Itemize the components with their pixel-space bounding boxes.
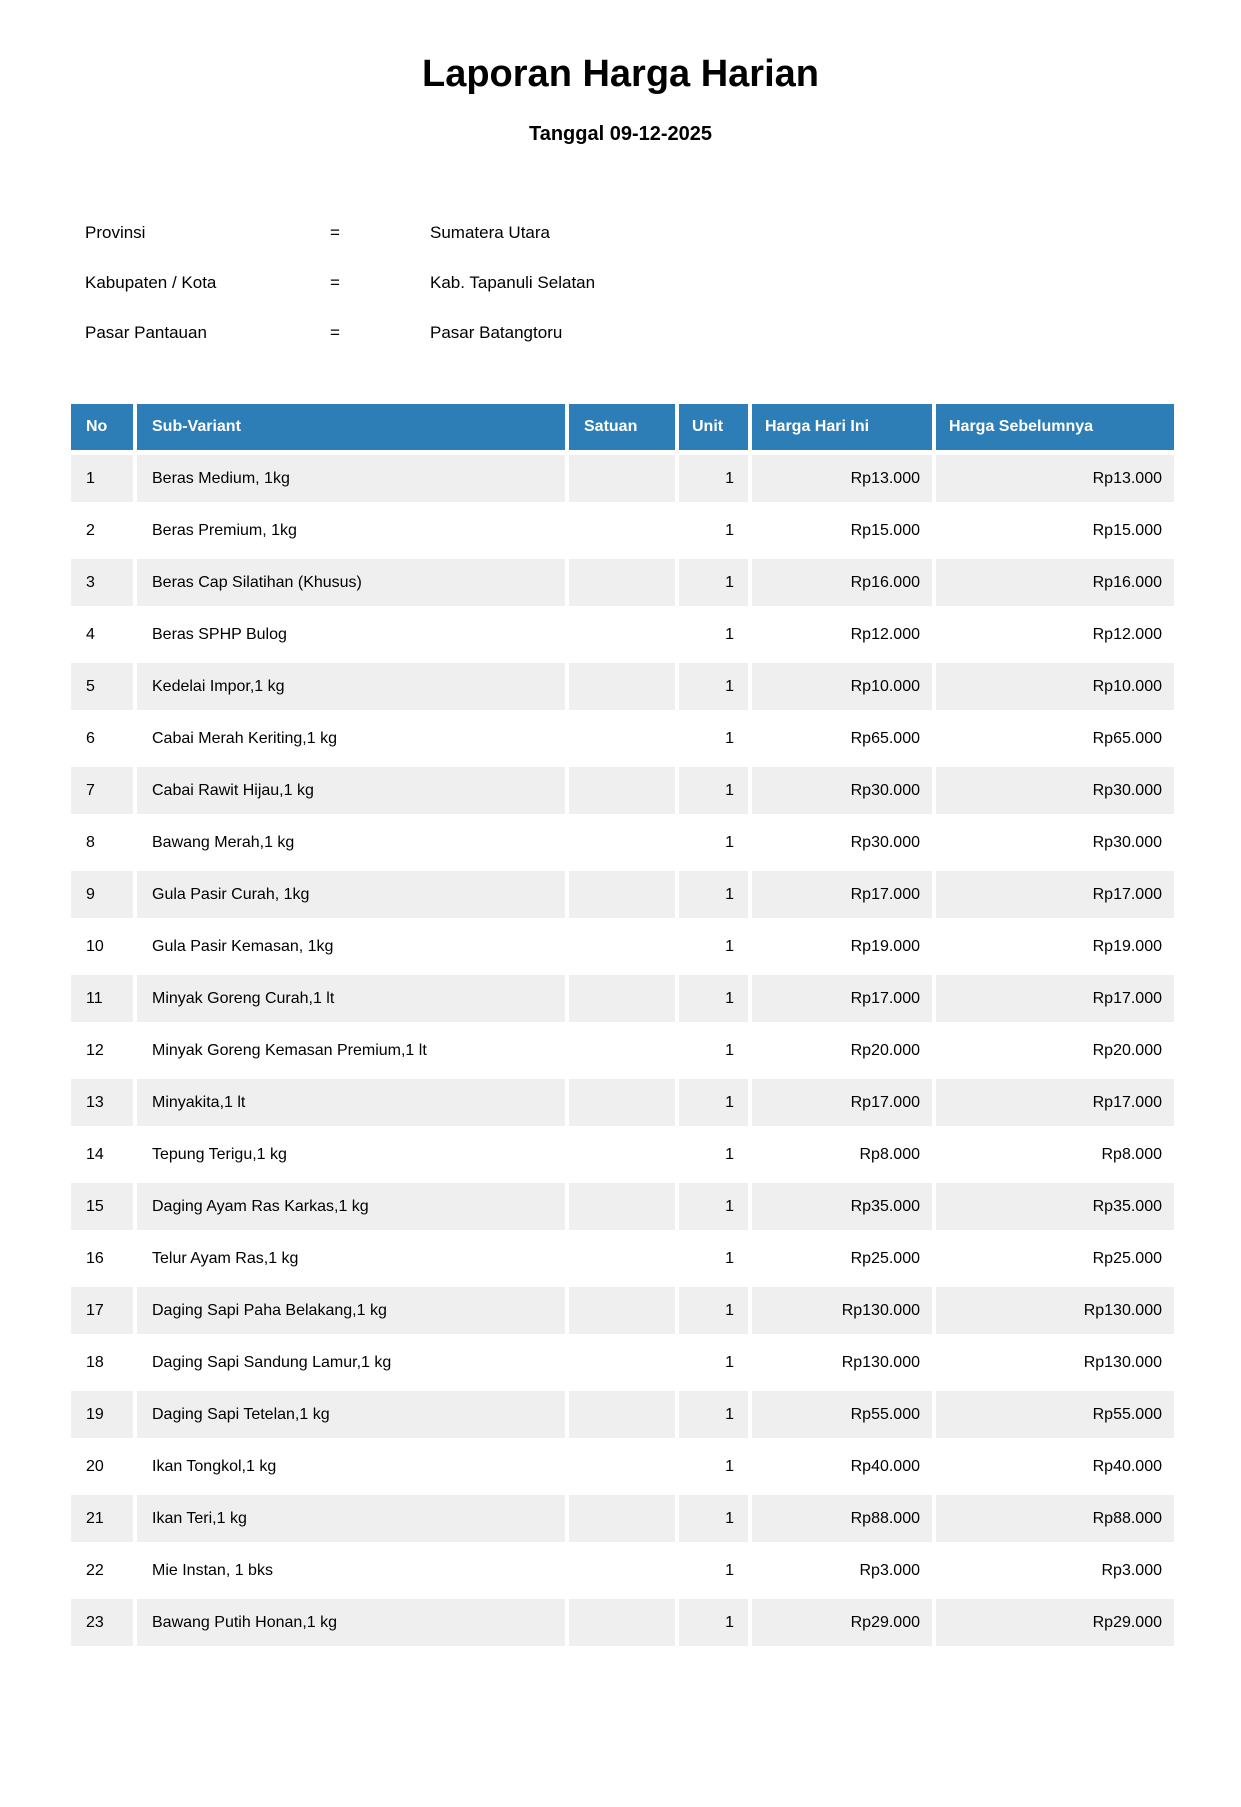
table-row — [71, 1339, 1174, 1386]
cell-harga-sebelumnya: Rp10.000 — [936, 663, 1174, 710]
table-row — [71, 559, 1174, 606]
cell-unit: 1 — [679, 1235, 748, 1282]
cell-sub-variant: Bawang Putih Honan,1 kg — [137, 1599, 565, 1646]
cell-harga-hari-ini: Rp19.000 — [752, 923, 932, 970]
cell-no: 14 — [71, 1131, 133, 1178]
cell-harga-sebelumnya: Rp16.000 — [936, 559, 1174, 606]
cell-no: 11 — [71, 975, 133, 1022]
cell-harga-sebelumnya: Rp130.000 — [936, 1339, 1174, 1386]
cell-harga-sebelumnya: Rp88.000 — [936, 1495, 1174, 1542]
page-title: Laporan Harga Harian — [422, 53, 819, 95]
cell-harga-sebelumnya: Rp20.000 — [936, 1027, 1174, 1074]
cell-unit: 1 — [679, 1391, 748, 1438]
cell-satuan — [569, 819, 675, 866]
cell-unit: 1 — [679, 1027, 748, 1074]
cell-sub-variant: Minyakita,1 lt — [137, 1079, 565, 1126]
table-row — [71, 1495, 1174, 1542]
cell-satuan — [569, 1443, 675, 1490]
cell-unit: 1 — [679, 871, 748, 918]
cell-harga-hari-ini: Rp8.000 — [752, 1131, 932, 1178]
price-table — [71, 404, 1174, 1646]
cell-harga-hari-ini: Rp25.000 — [752, 1235, 932, 1282]
cell-satuan — [569, 1391, 675, 1438]
table-header — [71, 404, 1174, 450]
cell-unit: 1 — [679, 507, 748, 554]
table-body — [71, 455, 1174, 1646]
cell-harga-hari-ini: Rp16.000 — [752, 559, 932, 606]
cell-harga-hari-ini: Rp12.000 — [752, 611, 932, 658]
cell-unit: 1 — [679, 1183, 748, 1230]
cell-no: 7 — [71, 767, 133, 814]
cell-no: 13 — [71, 1079, 133, 1126]
cell-harga-sebelumnya: Rp13.000 — [936, 455, 1174, 502]
cell-harga-sebelumnya: Rp35.000 — [936, 1183, 1174, 1230]
cell-harga-hari-ini: Rp17.000 — [752, 871, 932, 918]
cell-harga-hari-ini: Rp3.000 — [752, 1547, 932, 1594]
table-row — [71, 663, 1174, 710]
cell-unit: 1 — [679, 1495, 748, 1542]
table-row — [71, 1443, 1174, 1490]
cell-no: 10 — [71, 923, 133, 970]
cell-unit: 1 — [679, 1599, 748, 1646]
cell-sub-variant: Tepung Terigu,1 kg — [137, 1131, 565, 1178]
cell-sub-variant: Telur Ayam Ras,1 kg — [137, 1235, 565, 1282]
cell-no: 4 — [71, 611, 133, 658]
cell-no: 17 — [71, 1287, 133, 1334]
column-header: Satuan — [569, 404, 675, 450]
cell-harga-hari-ini: Rp88.000 — [752, 1495, 932, 1542]
cell-no: 2 — [71, 507, 133, 554]
cell-no: 5 — [71, 663, 133, 710]
column-header: Harga Sebelumnya — [936, 404, 1174, 450]
table-row — [71, 455, 1174, 502]
cell-satuan — [569, 1495, 675, 1542]
cell-unit: 1 — [679, 819, 748, 866]
cell-unit: 1 — [679, 923, 748, 970]
table-row — [71, 1547, 1174, 1594]
cell-satuan — [569, 455, 675, 502]
cell-unit: 1 — [679, 663, 748, 710]
cell-sub-variant: Daging Ayam Ras Karkas,1 kg — [137, 1183, 565, 1230]
table-row — [71, 767, 1174, 814]
cell-unit: 1 — [679, 1339, 748, 1386]
cell-harga-sebelumnya: Rp19.000 — [936, 923, 1174, 970]
table-row — [71, 1183, 1174, 1230]
cell-unit: 1 — [679, 975, 748, 1022]
cell-no: 21 — [71, 1495, 133, 1542]
cell-satuan — [569, 1339, 675, 1386]
table-row — [71, 1027, 1174, 1074]
cell-satuan — [569, 1131, 675, 1178]
cell-unit: 1 — [679, 559, 748, 606]
cell-harga-sebelumnya: Rp17.000 — [936, 871, 1174, 918]
cell-no: 19 — [71, 1391, 133, 1438]
table-row — [71, 1131, 1174, 1178]
cell-no: 9 — [71, 871, 133, 918]
cell-sub-variant: Kedelai Impor,1 kg — [137, 663, 565, 710]
info-value: Sumatera Utara — [430, 223, 550, 242]
table-header-row — [71, 404, 1174, 450]
table-row — [71, 871, 1174, 918]
cell-harga-hari-ini: Rp30.000 — [752, 819, 932, 866]
cell-satuan — [569, 1547, 675, 1594]
cell-harga-sebelumnya: Rp130.000 — [936, 1287, 1174, 1334]
info-label: Kabupaten / Kota — [85, 273, 217, 292]
table-row — [71, 923, 1174, 970]
table-row — [71, 1599, 1174, 1646]
cell-satuan — [569, 767, 675, 814]
table-row — [71, 1391, 1174, 1438]
cell-sub-variant: Cabai Rawit Hijau,1 kg — [137, 767, 565, 814]
cell-harga-hari-ini: Rp130.000 — [752, 1339, 932, 1386]
cell-sub-variant: Mie Instan, 1 bks — [137, 1547, 565, 1594]
cell-no: 6 — [71, 715, 133, 762]
column-header: Harga Hari Ini — [752, 404, 932, 450]
cell-sub-variant: Ikan Tongkol,1 kg — [137, 1443, 565, 1490]
cell-satuan — [569, 715, 675, 762]
info-label: Pasar Pantauan — [85, 323, 207, 342]
cell-sub-variant: Gula Pasir Kemasan, 1kg — [137, 923, 565, 970]
cell-no: 12 — [71, 1027, 133, 1074]
cell-satuan — [569, 1235, 675, 1282]
cell-unit: 1 — [679, 1287, 748, 1334]
cell-satuan — [569, 611, 675, 658]
cell-harga-sebelumnya: Rp30.000 — [936, 767, 1174, 814]
cell-harga-hari-ini: Rp40.000 — [752, 1443, 932, 1490]
info-separator: = — [330, 273, 340, 292]
cell-harga-sebelumnya: Rp15.000 — [936, 507, 1174, 554]
info-label: Provinsi — [85, 223, 146, 242]
cell-sub-variant: Beras Medium, 1kg — [137, 455, 565, 502]
cell-sub-variant: Bawang Merah,1 kg — [137, 819, 565, 866]
info-row-provinsi — [85, 208, 1241, 258]
cell-no: 22 — [71, 1547, 133, 1594]
cell-satuan — [569, 1027, 675, 1074]
report-info-block — [85, 208, 1241, 358]
info-row-kabupaten — [85, 258, 1241, 308]
cell-sub-variant: Minyak Goreng Curah,1 lt — [137, 975, 565, 1022]
cell-sub-variant: Daging Sapi Tetelan,1 kg — [137, 1391, 565, 1438]
info-separator: = — [330, 323, 340, 342]
cell-no: 8 — [71, 819, 133, 866]
cell-satuan — [569, 559, 675, 606]
cell-unit: 1 — [679, 1547, 748, 1594]
cell-harga-sebelumnya: Rp65.000 — [936, 715, 1174, 762]
cell-unit: 1 — [679, 767, 748, 814]
cell-satuan — [569, 975, 675, 1022]
cell-harga-sebelumnya: Rp29.000 — [936, 1599, 1174, 1646]
cell-harga-sebelumnya: Rp12.000 — [936, 611, 1174, 658]
report-date: Tanggal 09-12-2025 — [528, 123, 713, 145]
cell-harga-hari-ini: Rp17.000 — [752, 975, 932, 1022]
cell-unit: 1 — [679, 1443, 748, 1490]
cell-satuan — [569, 1599, 675, 1646]
cell-harga-sebelumnya: Rp17.000 — [936, 975, 1174, 1022]
cell-harga-hari-ini: Rp30.000 — [752, 767, 932, 814]
table-row — [71, 507, 1174, 554]
cell-no: 1 — [71, 455, 133, 502]
cell-harga-hari-ini: Rp15.000 — [752, 507, 932, 554]
column-header: No — [71, 404, 133, 450]
cell-harga-hari-ini: Rp65.000 — [752, 715, 932, 762]
cell-unit: 1 — [679, 611, 748, 658]
cell-unit: 1 — [679, 715, 748, 762]
cell-harga-hari-ini: Rp10.000 — [752, 663, 932, 710]
cell-no: 20 — [71, 1443, 133, 1490]
cell-harga-sebelumnya: Rp3.000 — [936, 1547, 1174, 1594]
table-row — [71, 1079, 1174, 1126]
cell-sub-variant: Ikan Teri,1 kg — [137, 1495, 565, 1542]
cell-harga-hari-ini: Rp17.000 — [752, 1079, 932, 1126]
cell-harga-hari-ini: Rp29.000 — [752, 1599, 932, 1646]
cell-unit: 1 — [679, 1131, 748, 1178]
cell-unit: 1 — [679, 455, 748, 502]
cell-no: 16 — [71, 1235, 133, 1282]
cell-harga-sebelumnya: Rp30.000 — [936, 819, 1174, 866]
cell-satuan — [569, 507, 675, 554]
cell-satuan — [569, 871, 675, 918]
cell-sub-variant: Beras Premium, 1kg — [137, 507, 565, 554]
cell-sub-variant: Cabai Merah Keriting,1 kg — [137, 715, 565, 762]
cell-harga-hari-ini: Rp20.000 — [752, 1027, 932, 1074]
info-value: Pasar Batangtoru — [430, 323, 563, 342]
table-row — [71, 715, 1174, 762]
cell-satuan — [569, 1287, 675, 1334]
cell-harga-hari-ini: Rp130.000 — [752, 1287, 932, 1334]
cell-satuan — [569, 1183, 675, 1230]
cell-harga-hari-ini: Rp35.000 — [752, 1183, 932, 1230]
cell-harga-sebelumnya: Rp40.000 — [936, 1443, 1174, 1490]
cell-sub-variant: Beras SPHP Bulog — [137, 611, 565, 658]
cell-no: 23 — [71, 1599, 133, 1646]
cell-harga-hari-ini: Rp13.000 — [752, 455, 932, 502]
cell-harga-sebelumnya: Rp55.000 — [936, 1391, 1174, 1438]
cell-sub-variant: Beras Cap Silatihan (Khusus) — [137, 559, 565, 606]
cell-sub-variant: Minyak Goreng Kemasan Premium,1 lt — [137, 1027, 565, 1074]
table-row — [71, 611, 1174, 658]
cell-satuan — [569, 923, 675, 970]
table-row — [71, 1287, 1174, 1334]
cell-no: 3 — [71, 559, 133, 606]
cell-satuan — [569, 663, 675, 710]
info-value: Kab. Tapanuli Selatan — [430, 273, 596, 292]
cell-no: 18 — [71, 1339, 133, 1386]
cell-satuan — [569, 1079, 675, 1126]
table-row — [71, 819, 1174, 866]
table-row — [71, 975, 1174, 1022]
info-row-pasar — [85, 308, 1241, 358]
cell-harga-sebelumnya: Rp17.000 — [936, 1079, 1174, 1126]
cell-sub-variant: Daging Sapi Paha Belakang,1 kg — [137, 1287, 565, 1334]
info-separator: = — [330, 223, 340, 242]
cell-sub-variant: Gula Pasir Curah, 1kg — [137, 871, 565, 918]
cell-no: 15 — [71, 1183, 133, 1230]
column-header: Sub-Variant — [137, 404, 565, 450]
cell-harga-sebelumnya: Rp25.000 — [936, 1235, 1174, 1282]
cell-harga-sebelumnya: Rp8.000 — [936, 1131, 1174, 1178]
cell-unit: 1 — [679, 1079, 748, 1126]
cell-sub-variant: Daging Sapi Sandung Lamur,1 kg — [137, 1339, 565, 1386]
column-header: Unit — [679, 404, 748, 450]
table-row — [71, 1235, 1174, 1282]
cell-harga-hari-ini: Rp55.000 — [752, 1391, 932, 1438]
